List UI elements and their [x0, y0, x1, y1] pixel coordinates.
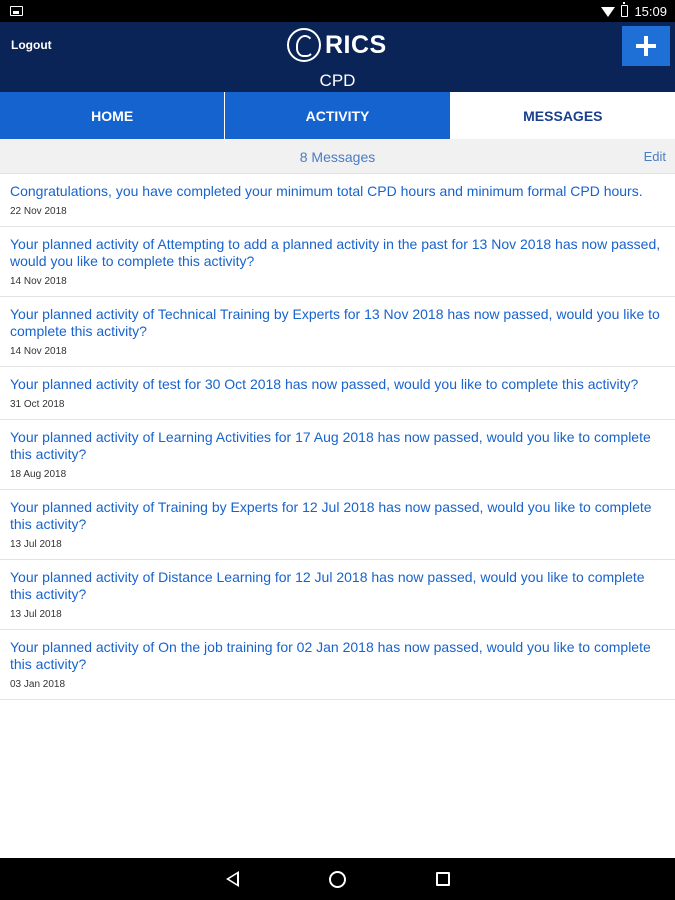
messages-list	[0, 174, 675, 700]
message-item[interactable]	[0, 630, 675, 700]
message-item[interactable]	[0, 227, 675, 297]
message-text: Your planned activity of Technical Training by Experts for 13 Nov 2018 has now passed, would you like to complete this activity?	[10, 306, 660, 339]
message-text: Congratulations, you have completed your minimum total CPD hours and minimum formal CPD hours.	[10, 183, 643, 199]
tab-bar	[0, 92, 675, 139]
add-activity-button[interactable]	[622, 26, 670, 66]
system-nav-bar	[0, 858, 675, 900]
message-item[interactable]	[0, 560, 675, 630]
home-icon[interactable]	[329, 871, 346, 888]
message-text: Your planned activity of On the job training for 02 Jan 2018 has now passed, would you like to complete this activity?	[10, 639, 651, 672]
message-item[interactable]	[0, 367, 675, 420]
message-date: 14 Nov 2018	[10, 346, 67, 357]
status-bar	[0, 0, 675, 22]
app-header	[0, 22, 675, 92]
status-time: 15:09	[634, 3, 667, 19]
logout-button[interactable]: Logout	[11, 38, 52, 52]
message-date: 18 Aug 2018	[10, 469, 67, 480]
lion-logo-icon	[287, 28, 321, 62]
message-text: Your planned activity of Attempting to add a planned activity in the past for 13 Nov 2018 has now passed, would you like to complete this activity?	[10, 236, 661, 269]
back-icon[interactable]	[226, 871, 239, 887]
message-date: 03 Jan 2018	[10, 679, 66, 690]
message-date: 31 Oct 2018	[10, 399, 65, 410]
message-date: 13 Jul 2018	[10, 539, 62, 550]
edit-button[interactable]: Edit	[643, 149, 666, 164]
tab-messages[interactable]: MESSAGES	[450, 92, 675, 139]
message-item[interactable]	[0, 420, 675, 490]
messages-count: 8 Messages	[299, 149, 376, 165]
tab-activity[interactable]: ACTIVITY	[224, 92, 449, 139]
messages-header	[0, 139, 675, 174]
page-title: CPD	[319, 71, 356, 90]
message-text: Your planned activity of Learning Activities for 17 Aug 2018 has now passed, would you like to complete this activity?	[10, 429, 651, 462]
tab-home[interactable]: HOME	[0, 92, 224, 139]
message-item[interactable]	[0, 174, 675, 227]
recent-apps-icon[interactable]	[436, 872, 450, 886]
logo-text: RICS	[325, 30, 387, 59]
message-text: Your planned activity of test for 30 Oct 2018 has now passed, would you like to complete this activity?	[10, 376, 639, 392]
battery-icon	[621, 5, 628, 17]
message-date: 13 Jul 2018	[10, 609, 62, 620]
message-item[interactable]	[0, 297, 675, 367]
status-icons	[601, 4, 667, 19]
message-date: 14 Nov 2018	[10, 276, 67, 287]
message-item[interactable]	[0, 490, 675, 560]
message-text: Your planned activity of Distance Learning for 12 Jul 2018 has now passed, would you like to complete this activity?	[10, 569, 645, 602]
message-text: Your planned activity of Training by Experts for 12 Jul 2018 has now passed, would you like to complete this activity?	[10, 499, 652, 532]
message-date: 22 Nov 2018	[10, 206, 67, 217]
plus-icon	[636, 36, 656, 56]
rics-logo	[287, 27, 387, 63]
wifi-icon	[601, 7, 615, 17]
screenshot-notification-icon	[10, 6, 23, 16]
